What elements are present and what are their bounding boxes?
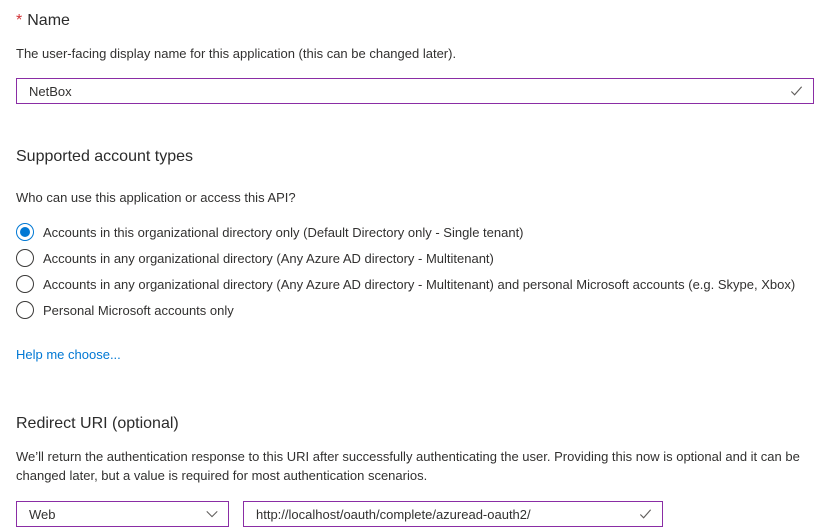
radio-option-personal-only[interactable] bbox=[16, 297, 814, 323]
redirect-uri-row bbox=[16, 501, 814, 527]
radio-option-label: Accounts in this organizational directory only (Default Directory only - Single tenant) bbox=[43, 224, 524, 240]
platform-select[interactable] bbox=[16, 501, 229, 527]
radio-option-label: Personal Microsoft accounts only bbox=[43, 302, 234, 318]
account-types-title: Supported account types bbox=[16, 148, 194, 165]
redirect-uri-description: We’ll return the authentication response to this URI after successfully authenticating the user. Providing this now is optional and it can be changed later, but a value is required for most authentication scenarios. bbox=[16, 449, 800, 483]
redirect-uri-input[interactable] bbox=[244, 502, 662, 526]
radio-button-icon bbox=[16, 223, 34, 241]
redirect-uri-title: Redirect URI (optional) bbox=[16, 415, 179, 432]
chevron-down-icon bbox=[205, 507, 219, 521]
radio-option-label: Accounts in any organizational directory (Any Azure AD directory - Multitenant) and personal Microsoft accounts (e.g. Skype, Xbox) bbox=[43, 276, 796, 292]
radio-option-single-tenant[interactable] bbox=[16, 219, 814, 245]
name-input-wrapper bbox=[16, 78, 814, 104]
name-section-title bbox=[16, 10, 814, 31]
name-section-label: Name bbox=[27, 12, 70, 29]
radio-button-icon bbox=[16, 301, 34, 319]
name-description: The user-facing display name for this application (this can be changed later). bbox=[16, 46, 457, 61]
required-asterisk: * bbox=[16, 12, 23, 29]
radio-button-icon bbox=[16, 249, 34, 267]
platform-select-value: Web bbox=[29, 506, 56, 522]
account-types-question: Who can use this application or access this API? bbox=[16, 190, 296, 205]
name-input[interactable] bbox=[17, 79, 813, 103]
radio-button-icon bbox=[16, 275, 34, 293]
radio-option-multitenant[interactable] bbox=[16, 245, 814, 271]
redirect-uri-input-wrapper bbox=[243, 501, 663, 527]
radio-option-multitenant-personal[interactable] bbox=[16, 271, 814, 297]
account-types-radio-group bbox=[16, 219, 814, 323]
help-me-choose-link[interactable]: Help me choose... bbox=[16, 347, 121, 362]
radio-option-label: Accounts in any organizational directory (Any Azure AD directory - Multitenant) bbox=[43, 250, 494, 266]
